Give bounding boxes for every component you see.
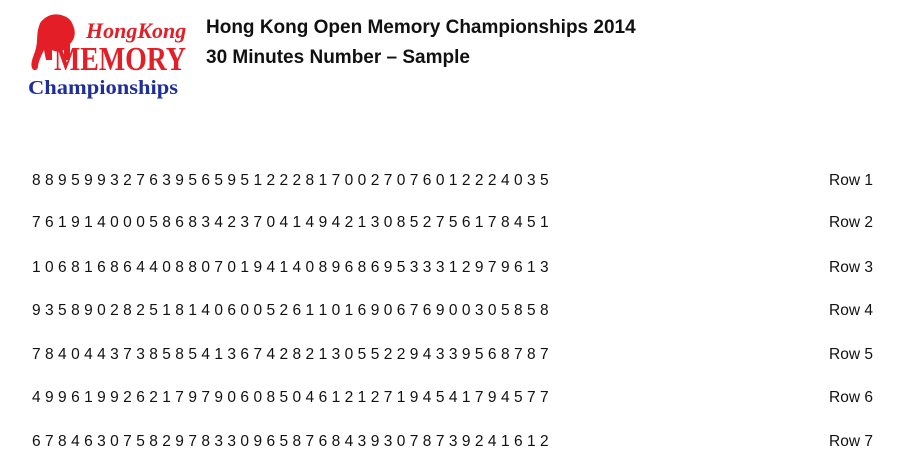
row-digits: 7 8 4 0 4 4 3 7 3 8 5 8 5 4 1 3 6 7 4 2 8 2 1 3 0 5 5 2 2 9 4 3 3 9 5 6 8 7 8 7 <box>32 346 549 363</box>
row-label: Row 1 <box>829 172 873 189</box>
logo-line1: HongKong <box>86 18 187 43</box>
row-digits: 4 9 9 6 1 9 9 2 6 2 1 7 9 7 9 0 6 0 8 5 0 4 6 1 2 1 2 7 1 9 4 5 4 1 7 9 4 5 7 7 <box>32 389 549 406</box>
number-row <box>0 387 913 409</box>
row-digits: 1 0 6 8 1 6 8 6 4 4 0 8 8 0 7 0 1 9 4 1 4 0 8 9 6 8 6 9 5 3 3 3 1 2 9 7 9 6 1 3 <box>32 259 549 276</box>
row-digits: 7 6 1 9 1 4 0 0 0 5 8 6 8 3 4 2 3 7 0 4 1 4 9 4 2 1 3 0 8 5 2 7 5 6 1 7 8 4 5 1 <box>32 214 549 231</box>
row-label: Row 3 <box>829 259 873 276</box>
document-title: Hong Kong Open Memory Championships 2014 <box>206 17 636 38</box>
row-label: Row 4 <box>829 302 873 319</box>
row-label: Row 2 <box>829 214 873 231</box>
row-label: Row 5 <box>829 346 873 363</box>
number-row <box>0 257 913 279</box>
row-digits: 8 8 9 5 9 9 3 2 7 6 3 9 5 6 5 9 5 1 2 2 2 8 1 7 0 0 2 7 0 7 6 0 1 2 2 2 4 0 3 5 <box>32 172 549 189</box>
number-row <box>0 170 913 192</box>
row-digits: 9 3 5 8 9 0 2 8 2 5 1 8 1 4 0 6 0 0 5 2 6 1 1 0 1 6 9 0 6 7 6 9 0 0 3 0 5 8 5 8 <box>32 302 549 319</box>
row-label: Row 7 <box>829 433 873 450</box>
document-subtitle: 30 Minutes Number – Sample <box>206 47 470 68</box>
number-row <box>0 212 913 234</box>
number-row <box>0 344 913 366</box>
logo-line3: Championships <box>28 77 179 99</box>
number-row <box>0 300 913 322</box>
logo-line2: MEMORY <box>54 41 186 78</box>
row-label: Row 6 <box>829 389 873 406</box>
number-row <box>0 431 913 453</box>
row-digits: 6 7 8 4 6 3 0 7 5 8 2 9 7 8 3 3 0 9 6 5 8 7 6 8 4 3 9 3 0 7 8 7 3 9 2 4 1 6 1 2 <box>32 433 549 450</box>
